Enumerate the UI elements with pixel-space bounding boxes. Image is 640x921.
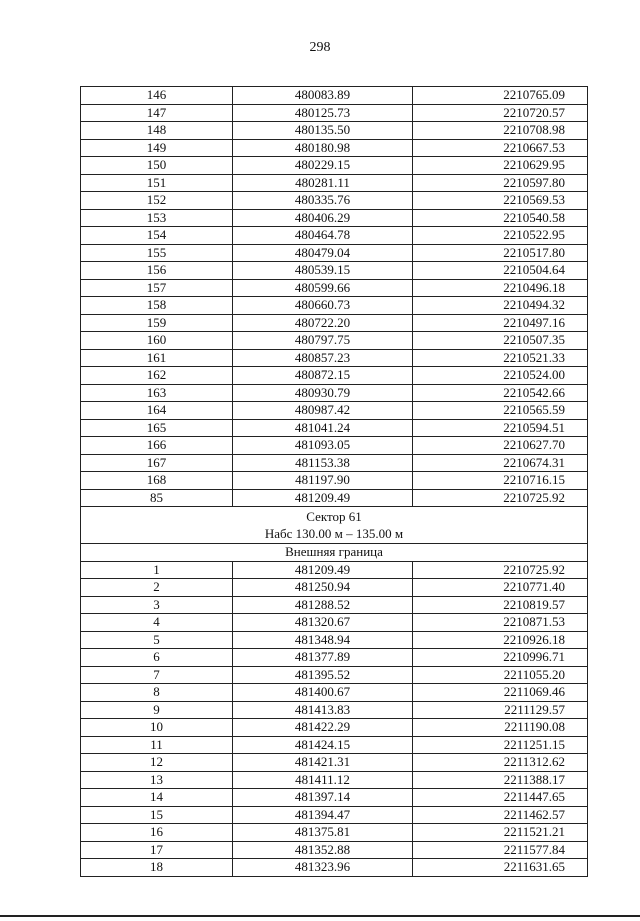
x-coordinate-cell: 481422.29 [233, 719, 413, 737]
y-coordinate-cell: 2210594.51 [413, 419, 588, 437]
point-number-cell: 85 [81, 489, 233, 507]
y-coordinate-cell: 2210627.70 [413, 437, 588, 455]
x-coordinate-cell: 481395.52 [233, 666, 413, 684]
point-number-cell: 3 [81, 596, 233, 614]
y-coordinate-cell: 2211312.62 [413, 754, 588, 772]
point-number-cell: 156 [81, 262, 233, 280]
y-coordinate-cell: 2211190.08 [413, 719, 588, 737]
point-number-cell: 165 [81, 419, 233, 437]
x-coordinate-cell: 480229.15 [233, 157, 413, 175]
coordinates-table-part2 [81, 561, 588, 876]
x-coordinate-cell: 481250.94 [233, 579, 413, 597]
point-number-cell: 154 [81, 227, 233, 245]
sector-height-range: Набс 130.00 м – 135.00 м [264, 526, 404, 541]
table-row [81, 561, 588, 579]
point-number-cell: 8 [81, 684, 233, 702]
sector-title-cell [81, 507, 588, 544]
x-coordinate-cell: 480083.89 [233, 87, 413, 105]
x-coordinate-cell: 481377.89 [233, 649, 413, 667]
x-coordinate-cell: 481288.52 [233, 596, 413, 614]
point-number-cell: 146 [81, 87, 233, 105]
bottom-rule [0, 915, 640, 917]
y-coordinate-cell: 2210667.53 [413, 139, 588, 157]
table-row [81, 841, 588, 859]
table-row [81, 384, 588, 402]
point-number-cell: 13 [81, 771, 233, 789]
x-coordinate-cell: 480987.42 [233, 402, 413, 420]
point-number-cell: 153 [81, 209, 233, 227]
table-row [81, 227, 588, 245]
x-coordinate-cell: 481323.96 [233, 859, 413, 877]
x-coordinate-cell: 480872.15 [233, 367, 413, 385]
point-number-cell: 167 [81, 454, 233, 472]
point-number-cell: 14 [81, 789, 233, 807]
table-row [81, 806, 588, 824]
y-coordinate-cell: 2211129.57 [413, 701, 588, 719]
y-coordinate-cell: 2210771.40 [413, 579, 588, 597]
coordinates-table [80, 86, 588, 877]
point-number-cell: 155 [81, 244, 233, 262]
point-number-cell: 6 [81, 649, 233, 667]
x-coordinate-cell: 481320.67 [233, 614, 413, 632]
table-row [81, 614, 588, 632]
y-coordinate-cell: 2210765.09 [413, 87, 588, 105]
x-coordinate-cell: 480479.04 [233, 244, 413, 262]
y-coordinate-cell: 2210542.66 [413, 384, 588, 402]
table-row [81, 789, 588, 807]
x-coordinate-cell: 480797.75 [233, 332, 413, 350]
table-row [81, 771, 588, 789]
point-number-cell: 159 [81, 314, 233, 332]
table-row [81, 209, 588, 227]
table-row [81, 701, 588, 719]
x-coordinate-cell: 480464.78 [233, 227, 413, 245]
x-coordinate-cell: 480281.11 [233, 174, 413, 192]
y-coordinate-cell: 2210871.53 [413, 614, 588, 632]
point-number-cell: 160 [81, 332, 233, 350]
point-number-cell: 4 [81, 614, 233, 632]
point-number-cell: 12 [81, 754, 233, 772]
point-number-cell: 164 [81, 402, 233, 420]
x-coordinate-cell: 481424.15 [233, 736, 413, 754]
table-row [81, 437, 588, 455]
point-number-cell: 166 [81, 437, 233, 455]
y-coordinate-cell: 2210565.59 [413, 402, 588, 420]
point-number-cell: 158 [81, 297, 233, 315]
table-row [81, 122, 588, 140]
x-coordinate-cell: 481197.90 [233, 472, 413, 490]
point-number-cell: 18 [81, 859, 233, 877]
table-row [81, 174, 588, 192]
table-row [81, 262, 588, 280]
point-number-cell: 157 [81, 279, 233, 297]
x-coordinate-cell: 481352.88 [233, 841, 413, 859]
y-coordinate-cell: 2210524.00 [413, 367, 588, 385]
table-row [81, 454, 588, 472]
y-coordinate-cell: 2210926.18 [413, 631, 588, 649]
x-coordinate-cell: 480180.98 [233, 139, 413, 157]
y-coordinate-cell: 2210521.33 [413, 349, 588, 367]
y-coordinate-cell: 2211577.84 [413, 841, 588, 859]
y-coordinate-cell: 2210996.71 [413, 649, 588, 667]
table-row [81, 297, 588, 315]
x-coordinate-cell: 481375.81 [233, 824, 413, 842]
x-coordinate-cell: 480135.50 [233, 122, 413, 140]
x-coordinate-cell: 481209.49 [233, 561, 413, 579]
x-coordinate-cell: 480857.23 [233, 349, 413, 367]
x-coordinate-cell: 481041.24 [233, 419, 413, 437]
point-number-cell: 147 [81, 104, 233, 122]
table-row [81, 192, 588, 210]
table-row [81, 859, 588, 877]
coordinates-table-part1 [81, 87, 588, 507]
table-row [81, 666, 588, 684]
x-coordinate-cell: 481209.49 [233, 489, 413, 507]
y-coordinate-cell: 2211055.20 [413, 666, 588, 684]
table-row [81, 87, 588, 105]
point-number-cell: 9 [81, 701, 233, 719]
y-coordinate-cell: 2210496.18 [413, 279, 588, 297]
x-coordinate-cell: 480930.79 [233, 384, 413, 402]
x-coordinate-cell: 481421.31 [233, 754, 413, 772]
table-row [81, 684, 588, 702]
table-row [81, 736, 588, 754]
table-row [81, 349, 588, 367]
point-number-cell: 17 [81, 841, 233, 859]
table-row [81, 157, 588, 175]
x-coordinate-cell: 481397.14 [233, 789, 413, 807]
x-coordinate-cell: 480660.73 [233, 297, 413, 315]
y-coordinate-cell: 2211069.46 [413, 684, 588, 702]
y-coordinate-cell: 2210819.57 [413, 596, 588, 614]
y-coordinate-cell: 2210629.95 [413, 157, 588, 175]
table-row [81, 279, 588, 297]
point-number-cell: 16 [81, 824, 233, 842]
y-coordinate-cell: 2211631.65 [413, 859, 588, 877]
y-coordinate-cell: 2210504.64 [413, 262, 588, 280]
table-row [81, 579, 588, 597]
x-coordinate-cell: 481093.05 [233, 437, 413, 455]
point-number-cell: 7 [81, 666, 233, 684]
y-coordinate-cell: 2210716.15 [413, 472, 588, 490]
y-coordinate-cell: 2210522.95 [413, 227, 588, 245]
boundary-label: Внешняя граница [81, 544, 588, 562]
point-number-cell: 151 [81, 174, 233, 192]
table-row [81, 472, 588, 490]
sector-title: Сектор 61 [306, 509, 362, 524]
x-coordinate-cell: 481348.94 [233, 631, 413, 649]
sector-header [81, 507, 588, 562]
y-coordinate-cell: 2210708.98 [413, 122, 588, 140]
x-coordinate-cell: 480335.76 [233, 192, 413, 210]
y-coordinate-cell: 2210597.80 [413, 174, 588, 192]
point-number-cell: 11 [81, 736, 233, 754]
point-number-cell: 15 [81, 806, 233, 824]
point-number-cell: 150 [81, 157, 233, 175]
y-coordinate-cell: 2211447.65 [413, 789, 588, 807]
y-coordinate-cell: 2210497.16 [413, 314, 588, 332]
page-number: 298 [309, 40, 331, 55]
x-coordinate-cell: 480125.73 [233, 104, 413, 122]
boundary-row [81, 544, 588, 562]
y-coordinate-cell: 2211251.15 [413, 736, 588, 754]
y-coordinate-cell: 2210494.32 [413, 297, 588, 315]
table-row [81, 649, 588, 667]
x-coordinate-cell: 480599.66 [233, 279, 413, 297]
table-row [81, 332, 588, 350]
x-coordinate-cell: 481400.67 [233, 684, 413, 702]
table-row [81, 596, 588, 614]
point-number-cell: 168 [81, 472, 233, 490]
x-coordinate-cell: 481394.47 [233, 806, 413, 824]
y-coordinate-cell: 2210517.80 [413, 244, 588, 262]
table-row [81, 489, 588, 507]
point-number-cell: 162 [81, 367, 233, 385]
y-coordinate-cell: 2210674.31 [413, 454, 588, 472]
x-coordinate-cell: 480539.15 [233, 262, 413, 280]
table-row [81, 139, 588, 157]
point-number-cell: 1 [81, 561, 233, 579]
point-number-cell: 149 [81, 139, 233, 157]
y-coordinate-cell: 2211388.17 [413, 771, 588, 789]
point-number-cell: 2 [81, 579, 233, 597]
table-row [81, 719, 588, 737]
y-coordinate-cell: 2210540.58 [413, 209, 588, 227]
point-number-cell: 161 [81, 349, 233, 367]
y-coordinate-cell: 2211462.57 [413, 806, 588, 824]
x-coordinate-cell: 481411.12 [233, 771, 413, 789]
table-row [81, 367, 588, 385]
point-number-cell: 5 [81, 631, 233, 649]
y-coordinate-cell: 2210720.57 [413, 104, 588, 122]
point-number-cell: 148 [81, 122, 233, 140]
x-coordinate-cell: 481413.83 [233, 701, 413, 719]
table-row [81, 824, 588, 842]
point-number-cell: 163 [81, 384, 233, 402]
y-coordinate-cell: 2210507.35 [413, 332, 588, 350]
sector-title-row [81, 507, 588, 544]
table-row [81, 314, 588, 332]
table-row [81, 631, 588, 649]
x-coordinate-cell: 481153.38 [233, 454, 413, 472]
point-number-cell: 10 [81, 719, 233, 737]
table-row [81, 104, 588, 122]
table-row [81, 402, 588, 420]
y-coordinate-cell: 2210725.92 [413, 489, 588, 507]
y-coordinate-cell: 2210569.53 [413, 192, 588, 210]
y-coordinate-cell: 2210725.92 [413, 561, 588, 579]
y-coordinate-cell: 2211521.21 [413, 824, 588, 842]
table-row [81, 754, 588, 772]
table-row [81, 244, 588, 262]
x-coordinate-cell: 480722.20 [233, 314, 413, 332]
table-row [81, 419, 588, 437]
x-coordinate-cell: 480406.29 [233, 209, 413, 227]
point-number-cell: 152 [81, 192, 233, 210]
